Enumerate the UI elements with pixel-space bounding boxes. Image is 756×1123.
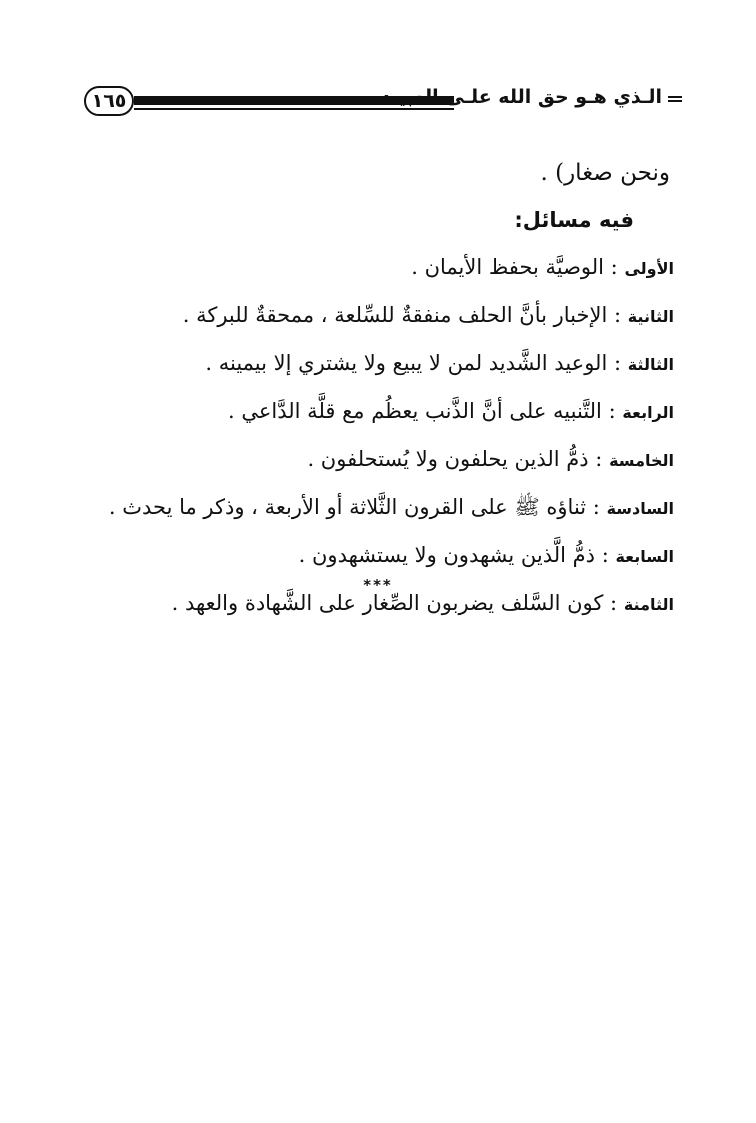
issue-label: الخامسة bbox=[609, 451, 674, 470]
issue-label: الرابعة bbox=[622, 403, 674, 422]
issue-item bbox=[60, 484, 674, 532]
issue-label: السابعة bbox=[615, 547, 674, 566]
running-title: الـذي هـو حق الله علـى العبيـد bbox=[381, 86, 662, 108]
issue-item bbox=[60, 388, 674, 436]
issue-label: الثالثة bbox=[627, 355, 674, 374]
issue-item bbox=[60, 244, 674, 292]
issue-item bbox=[60, 532, 674, 580]
issue-text: : الوعيد الشَّديد لمن لا يبيع ولا يشتري إلا بيمينه . bbox=[205, 351, 622, 375]
issue-text: : ذمُّ الَّذين يشهدون ولا يستشهدون . bbox=[298, 543, 609, 567]
section-separator: *** bbox=[363, 576, 393, 594]
header-rule-thin bbox=[134, 108, 454, 110]
issue-item bbox=[60, 292, 674, 340]
section-heading: فيه مسائل: bbox=[514, 208, 634, 232]
issue-label: الثامنة bbox=[623, 595, 674, 614]
page-number: ١٦٥ bbox=[84, 86, 134, 116]
issue-item bbox=[60, 436, 674, 484]
issue-text: : ثناؤه ﷺ على القرون الثَّلاثة أو الأربعة ، وذكر ما يحدث . bbox=[108, 495, 600, 519]
title-ornament-icon bbox=[668, 96, 682, 104]
issue-text: : كون السَّلف يضربون الصِّغار على الشَّهادة والعهد . bbox=[171, 591, 618, 615]
issue-label: الأولى bbox=[624, 259, 674, 278]
page-body bbox=[60, 150, 674, 628]
issue-text: : التَّنبيه على أنَّ الذَّنب يعظُم مع قلَّة الدَّاعي . bbox=[228, 399, 616, 423]
issue-item bbox=[60, 340, 674, 388]
intro-line: ونحن صغار) . bbox=[540, 160, 670, 186]
issue-text: : ذمُّ الذين يحلفون ولا يُستحلفون . bbox=[307, 447, 603, 471]
issue-label: الثانية bbox=[627, 307, 674, 326]
issue-text: : الوصيَّة بحفظ الأيمان . bbox=[411, 255, 618, 279]
page-header bbox=[84, 84, 682, 124]
issue-label: السادسة bbox=[606, 499, 674, 518]
issue-text: : الإخبار بأنَّ الحلف منفقةٌ للسِّلعة ، ممحقةٌ للبركة . bbox=[182, 303, 622, 327]
